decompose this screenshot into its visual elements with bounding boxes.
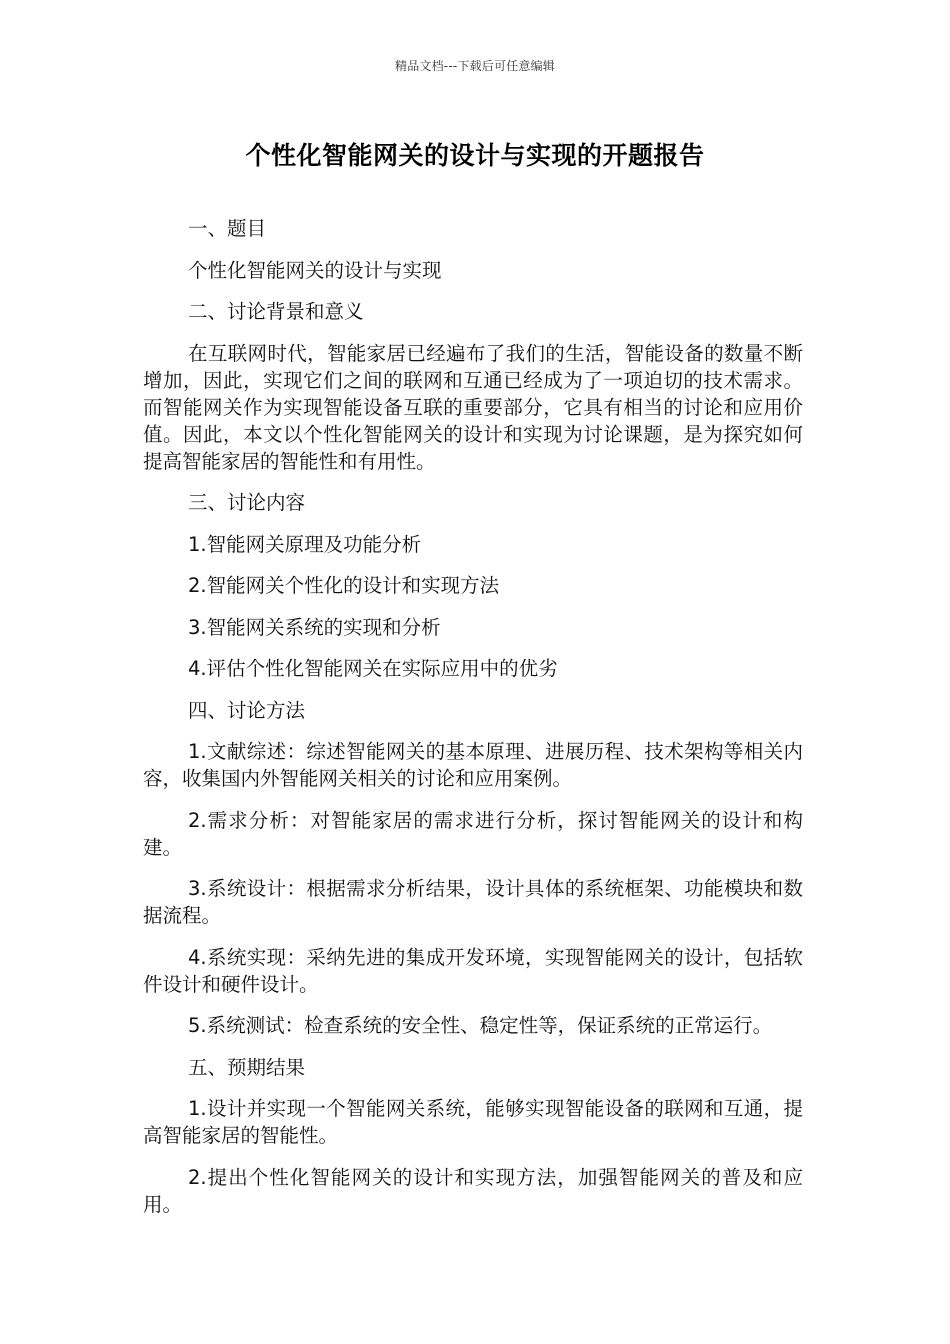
list-item-method-5: 5.系统测试：检查系统的安全性、稳定性等，保证系统的正常运行。 xyxy=(188,1014,773,1037)
list-item-method-2: 2.需求分析：对智能家居的需求进行分析，探讨智能网关的设计和构建。 xyxy=(143,808,803,859)
list-item-content-1: 1.智能网关原理及功能分析 xyxy=(188,532,422,556)
document-title: 个性化智能网关的设计与实现的开题报告 xyxy=(245,141,705,170)
list-item-content-4: 4.评估个性化智能网关在实际应用中的优劣 xyxy=(188,657,558,680)
list-item-content-2: 2.智能网关个性化的设计和实现方法 xyxy=(188,574,500,597)
header-note: 精品文档---下载后可任意编辑 xyxy=(395,59,555,73)
document-body xyxy=(143,215,803,1232)
list-item-content-3: 3.智能网关系统的实现和分析 xyxy=(188,615,441,639)
section-heading-expected-results: 五、预期结果 xyxy=(188,1055,306,1079)
list-item-method-1: 1.文献综述：综述智能网关的基本原理、进展历程、技术架构等相关内容，收集国内外智能网关相关的讨论和应用案例。 xyxy=(143,740,803,790)
paragraph-topic-text: 个性化智能网关的设计与实现 xyxy=(188,258,442,282)
section-heading-background: 二、讨论背景和意义 xyxy=(188,300,364,323)
paragraph-background-text: 在互联网时代，智能家居已经遍布了我们的生活，智能设备的数量不断增加，因此，实现它们之间的联网和互通已经成为了一项迫切的技术需求。而智能网关作为实现智能设备互联的重要部分，它具有相当的讨论和应用价值。因此，本文以个性化智能网关的设计和实现为讨论课题，是为探究如何提高智能家居的智能性和有用性。 xyxy=(143,341,803,473)
section-heading-topic: 一、题目 xyxy=(188,217,267,240)
list-item-method-4: 4.系统实现：采纳先进的集成开发环境，实现智能网关的设计，包括软件设计和硬件设计。 xyxy=(143,945,803,996)
list-item-method-3: 3.系统设计：根据需求分析结果，设计具体的系统框架、功能模块和数据流程。 xyxy=(143,877,803,927)
section-heading-content: 三、讨论内容 xyxy=(188,491,306,514)
section-heading-methods: 四、讨论方法 xyxy=(188,698,306,722)
list-item-result-2: 2.提出个性化智能网关的设计和实现方法，加强智能网关的普及和应用。 xyxy=(143,1165,803,1216)
list-item-result-1: 1.设计并实现一个智能网关系统，能够实现智能设备的联网和互通，提高智能家居的智能性。 xyxy=(143,1097,803,1147)
